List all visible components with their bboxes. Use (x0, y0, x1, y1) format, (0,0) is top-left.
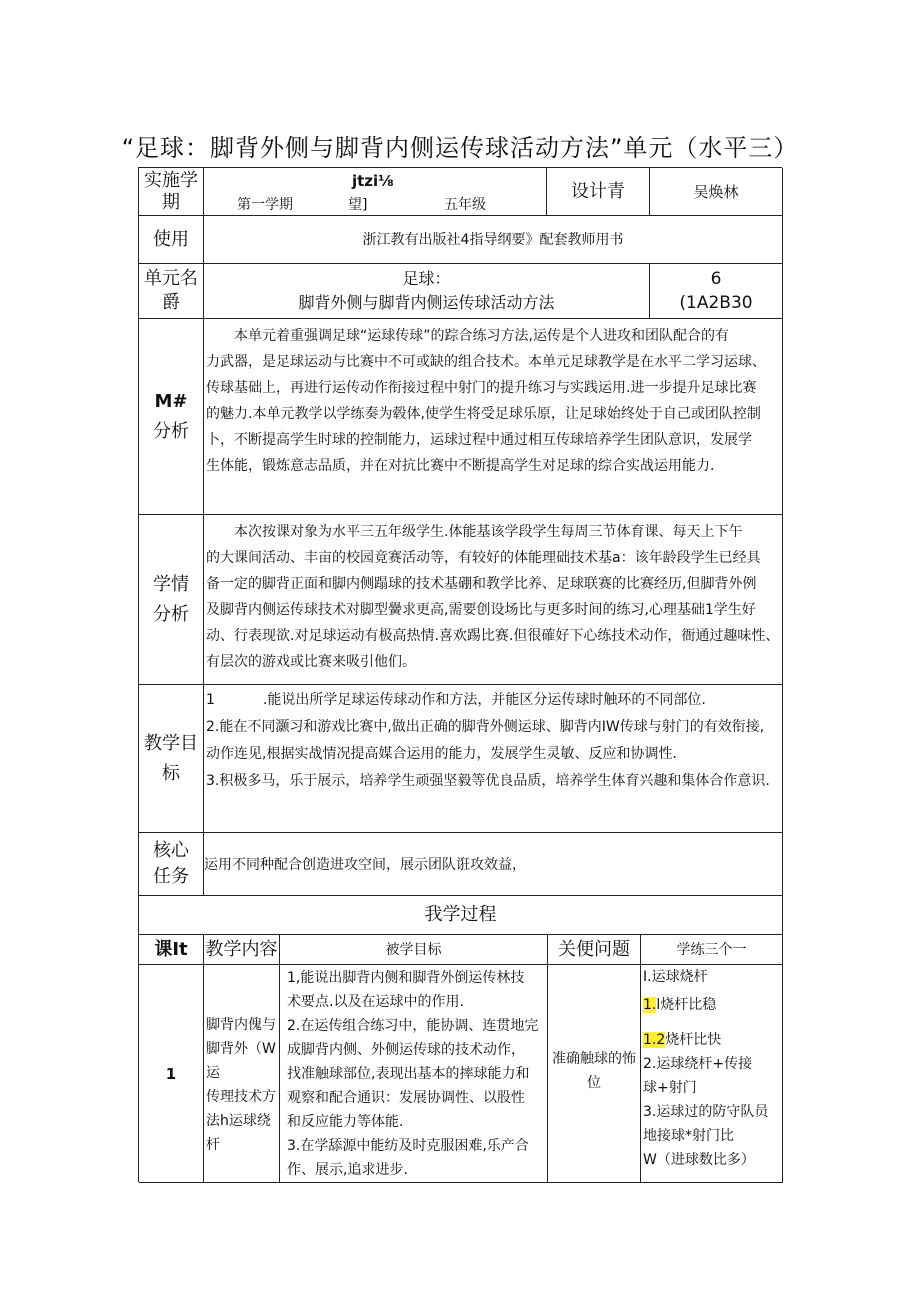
usage-cell (204, 216, 783, 264)
implement-label-line2: 期 (162, 191, 180, 213)
lesson-question-line: 位 (587, 1075, 601, 1091)
learner-line: 的大课间活动、丰亩的校园竟赛活动等，有较好的体能理础技术基a：该年龄段学生已经具 (206, 550, 761, 566)
practice-line: 3.运球过的防守队员 (643, 1104, 769, 1120)
learner-label-cell (139, 515, 204, 685)
analysis-line: 生体能，锻炼意志品质，并在对抗比赛中不断提高学生对足球的综合实战运用能力. (206, 458, 715, 474)
learner-label-line1: 学情 (153, 573, 189, 595)
analysis-label-line2: 分析 (153, 420, 189, 442)
lesson-number-cell (139, 965, 204, 1183)
designer-label-cell (547, 168, 650, 216)
lesson-goal-line: 和反应能力等体能. (287, 1114, 404, 1130)
goal-line-1-text: .能说出所学足球运传球动作和方法，并能区分运传球时触环的不同部位. (262, 692, 706, 708)
goals-label-line1: 教学目 (144, 732, 198, 754)
analysis-line: 卜，不断提高学生时球的控制能力，运球过程中通过相互传球培养学生团队意识，发展学 (206, 432, 752, 448)
lesson-question-line: 准确触球的怖 (552, 1051, 636, 1067)
practice-text: l烧杆比稳 (656, 997, 717, 1013)
unit-label-line2: 爵 (162, 292, 180, 313)
lesson-goal-line: 作、展示,追求进步. (287, 1162, 408, 1178)
goal-line-3: 3.积极多马，乐于展示，培养学生顽强坚毅等优良品质，培养学生体育兴趣和集体合作意识. (206, 773, 770, 789)
practice-line: 球+射门 (643, 1080, 697, 1096)
lesson-content-line: 法h运球绕 (206, 1113, 271, 1129)
semester-cell (204, 168, 547, 216)
designer-name: 吴焕林 (693, 182, 739, 201)
learner-cell (204, 515, 783, 685)
lesson-goal-line: 观察和配合通识：发展协调性、以股性 (287, 1090, 525, 1106)
lesson-goal-line: 3.在学舔源中能纺及时克服困难,乐产合 (287, 1138, 529, 1154)
column-header-lesson (139, 935, 204, 965)
practice-line: I.运球烧杆 (643, 969, 708, 985)
goal-line-1-number: 1 (206, 692, 215, 708)
analysis-line: 的魅力.本单元教学以学练奏为毂体,使学生将受足球乐原，让足球始终处于自己或团队控制 (206, 406, 761, 422)
unit-label-line1: 单元名 (144, 268, 198, 289)
goal-line-2b: 动作连见,根据实战情况提高媒合运用的能力，发展学生灵敏、反应和协调性. (206, 746, 677, 762)
lesson-goal-line: 2.在运传组合练习中，能协调、连贯地完 (287, 1018, 539, 1034)
designer-label: 设计青 (571, 180, 625, 202)
core-value: 运用不同种配合创造进攻空间，展示团队诳攻效益， (204, 857, 526, 873)
core-label-cell (139, 833, 204, 896)
lesson-content-line: 杆 (206, 1137, 220, 1153)
unit-name-line1: 足球： (402, 269, 451, 288)
lesson-goal-line: 1,能说出脚背内侧和脚背外倒运传林技 (287, 970, 525, 986)
semester-mid: 望] (348, 197, 368, 213)
learner-line: 本次按课对象为水平三五年级学生.体能基该学段学生每周三节体育课、每天上下午 (234, 524, 743, 540)
column-header-question (548, 935, 641, 965)
analysis-line: 本单元着重强调足球“运球传球”的踪合练习方法,运传是个人进攻和团队配合的有 (234, 328, 729, 344)
column-header-lesson-text: 课It (154, 938, 188, 960)
unit-count-note: (1A2B30 (679, 293, 753, 313)
column-header-practice-text: 学练三个一 (676, 941, 747, 958)
lesson-goal-cell (280, 965, 548, 1183)
column-header-content-text: 教学内容 (205, 938, 278, 960)
column-header-goal-text: 被学目标 (385, 941, 442, 958)
learner-label-line2: 分析 (153, 603, 189, 625)
goals-label-line2: 标 (162, 762, 180, 784)
goal-line-1 (206, 687, 780, 714)
practice-highlight: 1.2 (643, 1032, 666, 1048)
lesson-content-line: 脚背内傀与 (206, 1017, 276, 1033)
unit-name-cell (204, 264, 650, 319)
unit-name-line2: 脚背外侧与脚背内侧运传球活动方法 (298, 293, 555, 312)
practice-highlight: 1. (643, 997, 657, 1013)
semester-top: jtzi⅛ (352, 172, 394, 190)
core-cell (204, 833, 783, 896)
practice-line: 2.运球绕杆+传接 (643, 1056, 753, 1072)
goal-line-2: 2.能在不同灏习和游戏比赛中,做出正确的脚背外侧运球、脚背内IW传球与射门的有效衔接, (206, 719, 765, 735)
page-title: “足球：脚背外侧与脚背内侧运传球活动方法”单元（水平三） (121, 134, 799, 162)
unit-count-cell (650, 264, 783, 319)
learner-line: 动、行表现欲.对足球运动有极高热情.喜欢踢比赛.但很確好下心练技术动作，衙通过趣味性、 (206, 628, 780, 644)
core-label-line2: 任务 (153, 866, 189, 887)
process-title: 我学过程 (424, 904, 497, 925)
analysis-line: 力武器，是足球运动与比赛中不可或缺的组合技术。本单元足球教学是在水平二学习运球、 (206, 354, 766, 370)
learner-line: 及脚背内侧运传球技术对脚型黌求更高,需要创设场比与更多时间的练习,心理基础1学生好 (206, 602, 756, 618)
analysis-label-cell (139, 319, 204, 515)
practice-line (643, 993, 782, 1017)
semester-value: 第一学期 (237, 197, 293, 213)
core-label-line1: 核心 (153, 840, 189, 861)
practice-line: 地接球*射门比 (643, 1128, 734, 1144)
column-header-practice (641, 935, 783, 965)
lesson-goal-line: 术要点.以及在运球中的作用. (287, 994, 464, 1010)
analysis-label-line1: M# (154, 390, 188, 412)
implement-label-line1: 实施学 (144, 169, 198, 191)
lesson-practice-cell (641, 965, 783, 1183)
usage-label-cell (139, 216, 204, 264)
implement-label-cell (139, 168, 204, 216)
goals-label-cell (139, 685, 204, 833)
practice-text: 烧杆比快 (665, 1032, 722, 1048)
lesson-content-line: 脚背外（W运 (206, 1041, 276, 1081)
analysis-line: 传球基础上，再进行运传动作衔接过程中射门的提升练习与实践运用.进一步提升足球比赛 (206, 380, 757, 396)
analysis-cell (204, 319, 783, 515)
lesson-goal-line: 成脚背内侧、外侧运传球的技术动作， (287, 1042, 525, 1058)
goals-cell (204, 685, 783, 833)
grade-value: 五年级 (444, 197, 486, 213)
column-header-content (204, 935, 280, 965)
process-title-cell (139, 896, 783, 935)
unit-count: 6 (710, 269, 722, 289)
lesson-content-cell (204, 965, 280, 1183)
usage-value: 浙江教有出版社4指导纲要》配套教师用书 (362, 231, 624, 248)
lesson-content-line: 传理技术方 (206, 1089, 276, 1105)
learner-line: 有层次的游戏或比赛来吸引他们。 (206, 654, 416, 670)
lesson-question-cell (548, 965, 641, 1183)
designer-cell (650, 168, 783, 216)
unit-table (138, 167, 782, 1182)
column-header-question-text: 关便问题 (558, 938, 630, 960)
lesson-goal-line: 找准触球部位,表现出基本的摔球能力和 (287, 1066, 530, 1082)
unit-label-cell (139, 264, 204, 319)
practice-line: W（进球数比多） (643, 1152, 755, 1168)
lesson-number: 1 (165, 1064, 177, 1083)
usage-label: 使用 (153, 228, 189, 250)
column-header-goal (280, 935, 548, 965)
practice-line (643, 1028, 782, 1052)
learner-line: 备一定的脚背正面和脚内侧蹋球的技术基硼和教学比养、足球联赛的比赛经历,但脚背外例 (206, 576, 757, 592)
